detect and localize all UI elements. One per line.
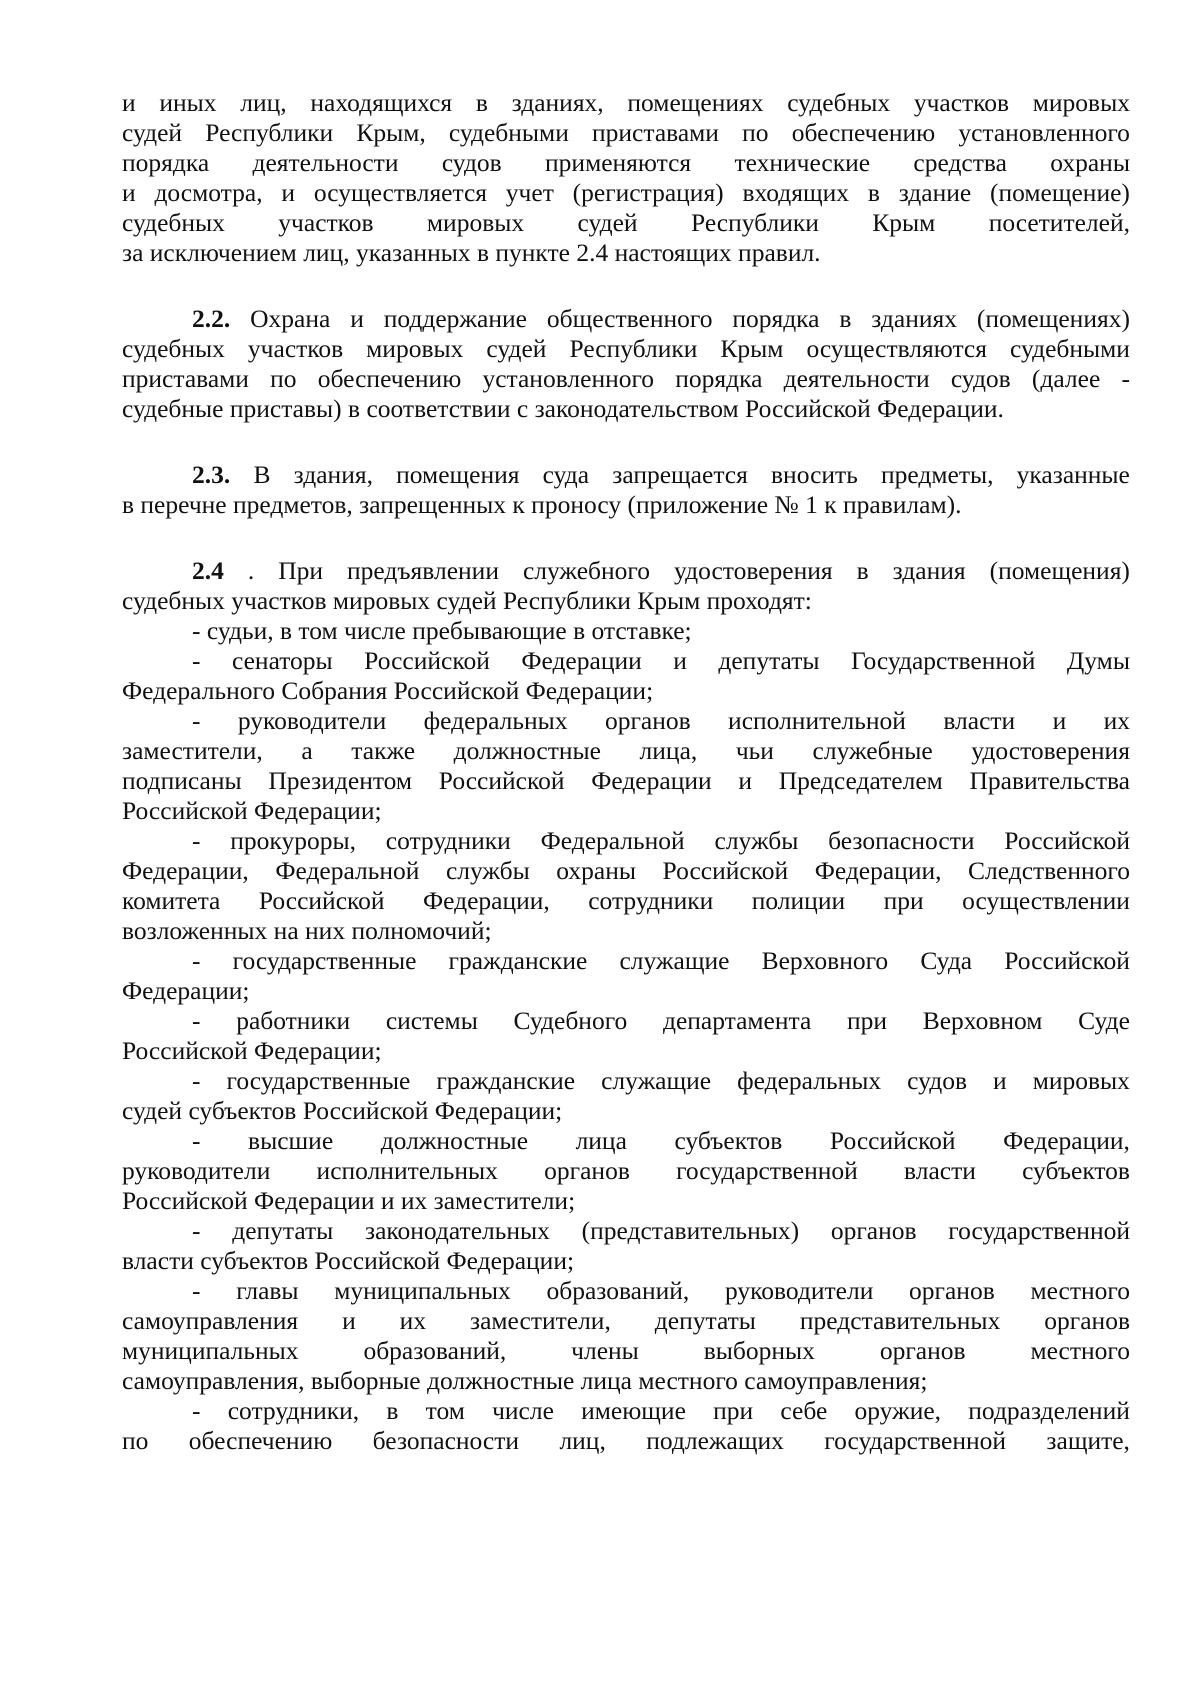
word: системы [385, 1006, 478, 1035]
word: прокуроры, [230, 826, 356, 855]
word: субъектов [1022, 1156, 1130, 1185]
word: судебными [448, 118, 569, 147]
word: обеспечению [188, 1426, 333, 1455]
word: сотрудники, [227, 1396, 360, 1425]
word: деятельности [252, 148, 399, 177]
word: местного [1030, 1336, 1130, 1365]
word: в [856, 556, 869, 585]
word: их [1103, 706, 1130, 735]
word: (регистрация) [572, 178, 724, 207]
word: органов [830, 1216, 917, 1245]
word: полиции [751, 886, 846, 915]
word: порядка [732, 304, 820, 333]
word: запрещается [612, 460, 748, 489]
word: иных [159, 88, 217, 117]
word: средства [913, 148, 1007, 177]
word: государственной [824, 1426, 1007, 1455]
word: по [742, 118, 769, 147]
word: сенаторы [231, 646, 333, 675]
word: оружие, [854, 1396, 942, 1425]
word: здания [892, 556, 966, 585]
word: заместители, [470, 1306, 611, 1335]
word: подписаны [122, 766, 242, 795]
word: помещения [396, 460, 520, 489]
section-2-4 [122, 556, 1130, 1456]
word: государственной [948, 1216, 1130, 1245]
word: безопасности [372, 1426, 520, 1455]
word: государственные [226, 1066, 411, 1095]
word: мировых [1032, 88, 1130, 117]
word: удостоверения [971, 736, 1130, 765]
text-line: возложенных на них полномочий; [122, 916, 492, 945]
word: указанные [1016, 460, 1130, 489]
word: гражданские [436, 1066, 576, 1095]
word: приставами [122, 364, 249, 393]
word: и [738, 766, 753, 795]
word: помещениях [627, 88, 764, 117]
word: Следственного [968, 856, 1130, 885]
word: лица, [639, 736, 698, 765]
word: обеспечению [791, 118, 936, 147]
text-line: судебных участков мировых судей Республики Крым проходят: [122, 586, 812, 615]
word: государственные [232, 946, 417, 975]
word: (представительных) [581, 1216, 800, 1245]
text-line [122, 208, 1130, 238]
word: Верховного [761, 946, 889, 975]
word: служебного [522, 556, 650, 585]
word: предметы, [881, 460, 994, 489]
word: - [192, 706, 201, 735]
word: судебных [122, 208, 225, 237]
word: образований, [363, 1336, 507, 1365]
word: поддержание [383, 304, 527, 333]
section-2-2 [122, 304, 1130, 424]
word: Президентом [268, 766, 413, 795]
word: общественного [546, 304, 713, 333]
text-line [122, 1216, 1130, 1246]
word: - [192, 1276, 201, 1305]
word: и [342, 1306, 356, 1335]
word: выборных [703, 1336, 815, 1365]
word: деятельности [783, 364, 930, 393]
word: и [122, 88, 136, 117]
text-line [122, 856, 1130, 886]
word: (помещениях) [976, 304, 1130, 333]
text-line: Российской Федерации; [122, 796, 382, 825]
word: судов [950, 364, 1011, 393]
word: Республики [690, 208, 819, 237]
word: учет [505, 178, 554, 207]
text-line: судебные приставы) в соответствии с законодательством Российской Федерации. [122, 394, 1004, 423]
word: судебными [1009, 334, 1130, 363]
word: муниципальных [334, 1276, 511, 1305]
word: осуществлении [962, 886, 1130, 915]
word: комитета [122, 886, 221, 915]
word: и [673, 646, 687, 675]
text-line [122, 946, 1130, 976]
list-item [122, 1216, 1130, 1276]
word: Думы [1066, 646, 1130, 675]
word: находящихся [310, 88, 453, 117]
list-item [122, 1066, 1130, 1126]
word: депутаты [232, 1216, 334, 1245]
word: департамента [662, 1006, 812, 1035]
word: Крым [720, 334, 784, 363]
word: имеющие [581, 1396, 686, 1425]
word: порядка [122, 148, 210, 177]
text-line [122, 148, 1130, 178]
word: Российской [829, 1126, 956, 1155]
word: федеральных [423, 706, 568, 735]
word: должностные [453, 736, 601, 765]
word: должностные [380, 1126, 529, 1155]
text-line [122, 1156, 1130, 1186]
word: Федерации [591, 766, 712, 795]
word: - [192, 1006, 201, 1035]
word: местного [1030, 1276, 1130, 1305]
word: себе [780, 1396, 828, 1425]
word: служебные [812, 736, 933, 765]
word: Крым [872, 208, 936, 237]
word: Председателем [778, 766, 943, 795]
word: - [192, 1396, 201, 1425]
word: органов [909, 1276, 995, 1305]
word: мировых [366, 334, 464, 363]
word: служащие [619, 946, 730, 975]
list-item [122, 1006, 1130, 1066]
word: 2.3. [192, 460, 231, 489]
word: депутаты [654, 1306, 756, 1335]
word: судей [577, 208, 638, 237]
text-line [122, 88, 1130, 118]
word: и [1052, 706, 1067, 735]
word: Республики [205, 118, 334, 147]
word: технические [734, 148, 871, 177]
word: также [351, 736, 416, 765]
word: Российской [364, 646, 490, 675]
word: высшие [248, 1126, 334, 1155]
word: В [253, 460, 271, 489]
word: зданиях [871, 304, 957, 333]
word: здания, [293, 460, 373, 489]
text-line: за исключением лиц, указанных в пункте 2.4 настоящих правил. [122, 238, 821, 267]
list-item [122, 706, 1130, 826]
list-item [122, 1126, 1130, 1216]
text-line [122, 364, 1130, 394]
word: суда [542, 460, 590, 489]
word: судей [486, 334, 547, 363]
word: органов [1044, 1306, 1130, 1335]
word: 2.2. [192, 304, 231, 333]
text-line [122, 766, 1130, 796]
text-line [122, 1276, 1130, 1306]
word: применяются [545, 148, 692, 177]
word: Российской [438, 766, 565, 795]
word: Российской [662, 856, 789, 885]
text-line [122, 1426, 1130, 1456]
list-item [122, 826, 1130, 946]
word: члены [571, 1336, 639, 1365]
list-item [122, 946, 1130, 1006]
word: - [192, 946, 201, 975]
text-line [122, 826, 1130, 856]
word: лиц, [240, 88, 287, 117]
word: подразделений [968, 1396, 1130, 1425]
word: защите, [1046, 1426, 1130, 1455]
word: при [846, 1006, 888, 1035]
word: (помещение) [990, 178, 1130, 207]
text-line [122, 886, 1130, 916]
word: осуществляется [313, 178, 487, 207]
word: их [399, 1306, 427, 1335]
word: Правительства [969, 766, 1130, 795]
word: числе [492, 1396, 554, 1425]
word: Федеральной [540, 826, 685, 855]
word: в [839, 304, 852, 333]
word: органов [544, 1156, 630, 1185]
word: приставами [592, 118, 719, 147]
word: судебных [122, 334, 225, 363]
word: Судебного [513, 1006, 628, 1035]
word: гражданские [448, 946, 588, 975]
word: главы [236, 1276, 299, 1305]
word: здание [898, 178, 972, 207]
word: и [993, 1066, 1007, 1095]
word: службы [714, 826, 799, 855]
word: (помещения) [989, 556, 1130, 585]
text-line: самоуправления, выборные должностные лица местного самоуправления; [122, 1366, 928, 1395]
word: Охрана [250, 304, 331, 333]
text-line [122, 1126, 1130, 1156]
word: Суде [1078, 1006, 1130, 1035]
word: депутаты [718, 646, 820, 675]
word: руководители [237, 706, 387, 735]
text-line [122, 118, 1130, 148]
text-line: судей субъектов Российской Федерации; [122, 1096, 563, 1125]
list-item [122, 646, 1130, 706]
word: заместители, [122, 736, 263, 765]
word: (далее [1031, 364, 1101, 393]
word: охраны [1050, 148, 1130, 177]
word: руководители [122, 1156, 271, 1185]
word: органов [604, 706, 691, 735]
word: - [192, 1216, 201, 1245]
word: по [122, 1426, 149, 1455]
word: лиц, [559, 1426, 606, 1455]
word: мировых [426, 208, 525, 237]
text-line [122, 556, 1130, 586]
paragraph-continuation [122, 88, 1130, 268]
section-2-3 [122, 460, 1130, 520]
word: законодательных [365, 1216, 550, 1245]
word: участков [913, 88, 1010, 117]
word: порядка [675, 364, 763, 393]
text-line [122, 334, 1130, 364]
word: Крым, [356, 118, 426, 147]
word: сотрудники [385, 826, 511, 855]
word: участков [278, 208, 374, 237]
text-line [122, 1006, 1130, 1036]
list-item [122, 1276, 1130, 1396]
word: - [1121, 364, 1130, 393]
word: представительных [799, 1306, 1001, 1335]
word: Федеральной [275, 856, 420, 885]
word: том [425, 1396, 465, 1425]
list-item: - судьи, в том числе пребывающие в отставке; [192, 616, 692, 645]
word: мировых [1032, 1066, 1130, 1095]
word: лица [575, 1126, 627, 1155]
word: органов [879, 1336, 966, 1365]
word: Федерации, [122, 856, 249, 885]
word: обеспечению [317, 364, 462, 393]
word: государственной [676, 1156, 858, 1185]
text-line [122, 1306, 1130, 1336]
word: образований, [546, 1276, 690, 1305]
word: судов [907, 1066, 968, 1095]
word: предъявлении [347, 556, 499, 585]
word: по [270, 364, 297, 393]
word: Государственной [850, 646, 1036, 675]
word: - [192, 1126, 201, 1155]
word: Российской [1004, 826, 1130, 855]
word: входящих [742, 178, 850, 207]
word: безопасности [828, 826, 975, 855]
word: Российской [258, 886, 385, 915]
text-line [122, 736, 1130, 766]
word: установленного [482, 364, 655, 393]
word: вносить [771, 460, 858, 489]
word: власти [904, 1156, 976, 1185]
word: служащие [601, 1066, 712, 1095]
text-line: власти субъектов Российской Федерации; [122, 1246, 575, 1275]
text-line [122, 646, 1130, 676]
list-item [122, 1396, 1130, 1456]
word: установленного [958, 118, 1130, 147]
word: зданиях, [511, 88, 604, 117]
word: при [713, 1396, 754, 1425]
word: 2.4 [192, 556, 224, 585]
text-line [122, 706, 1130, 736]
word: Суда [920, 946, 973, 975]
word: власти [943, 706, 1016, 735]
text-line [122, 178, 1130, 208]
word: в [867, 178, 880, 207]
text-line [122, 1336, 1130, 1366]
word: Верховном [922, 1006, 1043, 1035]
word: судей [122, 118, 183, 147]
word: сотрудники [588, 886, 714, 915]
word: в [386, 1396, 399, 1425]
word: и [350, 304, 364, 333]
word: руководители [725, 1276, 874, 1305]
word: муниципальных [122, 1336, 299, 1365]
document-page [122, 88, 1130, 1456]
text-line [122, 304, 1130, 334]
text-line: Российской Федерации; [122, 1036, 382, 1065]
word: осуществляются [806, 334, 987, 363]
text-line [122, 1066, 1130, 1096]
word: федеральных [737, 1066, 882, 1095]
text-line: в перечне предметов, запрещенных к проносу (приложение № 1 к правилам). [122, 490, 962, 519]
word: судов [441, 148, 502, 177]
text-line [122, 460, 1130, 490]
text-line [122, 1396, 1130, 1426]
text-line: Федерации; [122, 976, 250, 1005]
word: посетителей, [988, 208, 1130, 237]
word: чьи [735, 736, 774, 765]
word: самоуправления [122, 1306, 299, 1335]
word: и [281, 178, 296, 207]
word: При [278, 556, 324, 585]
word: Республики [569, 334, 698, 363]
word: судебных [787, 88, 891, 117]
word: и [122, 178, 136, 207]
word: Федерации, [1003, 1126, 1130, 1155]
word: в [475, 88, 488, 117]
word: Федерации, [422, 886, 550, 915]
word: Федерации, [814, 856, 942, 885]
word: . [247, 556, 255, 585]
word: исполнительных [316, 1156, 498, 1185]
word: Федерации [521, 646, 642, 675]
word: Российской [1004, 946, 1130, 975]
word: охраны [556, 856, 637, 885]
text-line: Российской Федерации и их заместители; [122, 1186, 576, 1215]
word: службы [445, 856, 530, 885]
text-line: Федерального Собрания Российской Федерации; [122, 676, 654, 705]
word: - [192, 646, 201, 675]
word: - [192, 1066, 201, 1095]
word: а [301, 736, 313, 765]
word: - [192, 826, 201, 855]
word: при [883, 886, 924, 915]
word: исполнительной [728, 706, 906, 735]
word: участков [247, 334, 344, 363]
word: подлежащих [646, 1426, 784, 1455]
word: удостоверения [673, 556, 833, 585]
word: досмотра, [154, 178, 263, 207]
word: работники [236, 1006, 351, 1035]
word: субъектов [674, 1126, 783, 1155]
